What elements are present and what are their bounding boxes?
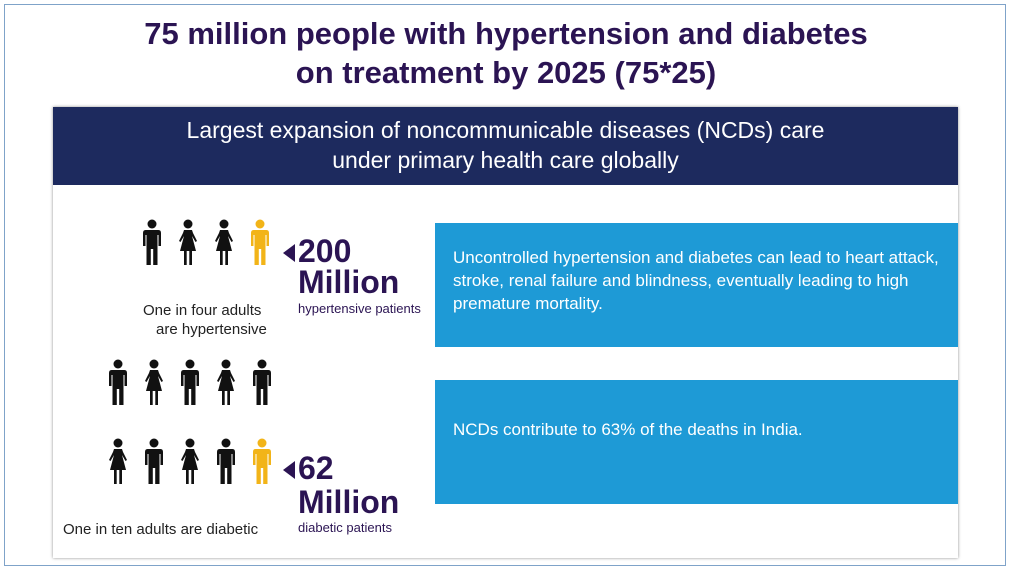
hypertension-caption-line-2: are hypertensive	[156, 321, 267, 338]
female-person-icon	[175, 438, 205, 484]
male-person-icon	[247, 359, 277, 405]
title-line-2: on treatment by 2025 (75*25)	[295, 55, 717, 90]
diabetes-figures-row-2	[103, 438, 283, 488]
female-person-icon	[211, 359, 241, 405]
hypertension-sublabel: hypertensive patients	[298, 301, 421, 316]
pointer-arrow-icon	[283, 461, 295, 479]
female-person-icon	[139, 359, 169, 405]
male-person-icon	[211, 438, 241, 484]
male-person-icon	[103, 359, 133, 405]
male-person-icon	[137, 219, 167, 265]
banner	[53, 107, 958, 185]
female-person-icon	[209, 219, 239, 265]
diabetes-number: 62	[298, 450, 334, 486]
info-box-complications-text: Uncontrolled hypertension and diabetes can lead to heart attack, stroke, renal failure and blindness, eventually leading to high premature mortality.	[453, 248, 939, 313]
hypertension-unit: Million	[298, 264, 400, 300]
hypertension-number: 200	[298, 233, 352, 269]
banner-line-2: under primary health care globally	[332, 147, 679, 173]
male-person-icon	[139, 438, 169, 484]
male-person-icon	[175, 359, 205, 405]
banner-line-1: Largest expansion of noncommunicable diseases (NCDs) care	[186, 117, 825, 143]
hypertension-caption	[141, 301, 301, 339]
info-box-ncd-deaths-text: NCDs contribute to 63% of the deaths in India.	[453, 420, 803, 439]
hypertension-stat	[283, 235, 443, 315]
diabetes-figures-row-1	[103, 359, 283, 409]
diabetes-unit: Million	[298, 484, 400, 520]
female-person-icon	[103, 438, 133, 484]
info-box-ncd-deaths	[435, 380, 958, 504]
diabetes-sublabel: diabetic patients	[298, 520, 392, 535]
diabetes-stat	[283, 452, 443, 537]
info-box-complications	[435, 223, 958, 347]
hypertension-figures	[137, 219, 287, 269]
page-title	[0, 14, 1012, 92]
content-panel	[53, 107, 958, 558]
pointer-arrow-icon	[283, 244, 295, 262]
title-line-1: 75 million people with hypertension and diabetes	[144, 16, 868, 51]
diabetes-caption: One in ten adults are diabetic	[63, 521, 259, 538]
male-person-icon-highlighted	[245, 219, 275, 265]
female-person-icon	[173, 219, 203, 265]
hypertension-caption-line-1: One in four adults	[143, 302, 262, 319]
male-person-icon-highlighted	[247, 438, 277, 484]
